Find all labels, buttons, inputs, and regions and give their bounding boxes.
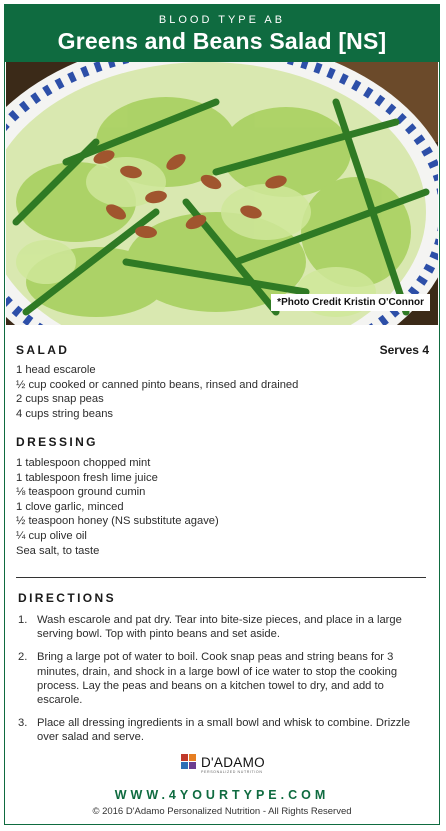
recipe-title: Greens and Beans Salad [NS]: [57, 28, 387, 54]
salad-heading: SALAD: [16, 343, 70, 357]
dressing-heading: DRESSING: [16, 435, 98, 449]
ingredient-item: 2 cups snap peas: [16, 393, 104, 406]
logo-mark-icon: [181, 754, 197, 770]
ingredient-item: ½ teaspoon honey (NS substitute agave): [16, 515, 219, 528]
ingredient-item: 1 tablespoon fresh lime juice: [16, 471, 158, 484]
step-number: 1.: [18, 614, 28, 626]
ingredient-item: 4 cups string beans: [16, 407, 114, 420]
ingredient-item: ¼ cup olive oil: [16, 529, 87, 542]
dadamo-logo: [181, 754, 271, 776]
direction-step: [16, 613, 426, 641]
section-divider: [16, 577, 426, 578]
directions-heading: DIRECTIONS: [18, 591, 117, 605]
salad-ingredients: [16, 363, 298, 421]
ingredient-item: 1 head escarole: [16, 364, 96, 376]
serves-label: Serves 4: [379, 343, 429, 357]
direction-step: [16, 716, 426, 744]
logo-name: D'ADAMO: [201, 755, 265, 770]
salad-photo-illustration: [6, 62, 438, 325]
step-text: Bring a large pot of water to boil. Cook snap peas and string beans for 3 minutes, drain, and shock in a large bowl of ice water to stop the cooking process. Lay the peas and beans on a kitchen towel to dry, and add to escarole.: [37, 651, 398, 707]
logo-tagline: PERSONALIZED NUTRITION: [201, 770, 263, 774]
ingredient-item: ½ cup cooked or canned pinto beans, rinsed and drained: [16, 378, 299, 391]
copyright-notice: © 2016 D'Adamo Personalized Nutrition - All Rights Reserved: [92, 806, 352, 817]
ingredient-item: Sea salt, to taste: [16, 544, 100, 557]
step-number: 2.: [18, 651, 28, 664]
blood-type-label: BLOOD TYPE AB: [158, 14, 286, 26]
recipe-header: [5, 5, 439, 62]
recipe-card: [4, 4, 440, 825]
website-link[interactable]: WWW.4YOURTYPE.COM: [114, 788, 330, 802]
photo-credit: *Photo Credit Kristin O'Connor: [271, 294, 430, 311]
directions-list: [16, 613, 426, 754]
ingredient-item: 1 tablespoon chopped mint: [16, 457, 151, 469]
dressing-ingredients: [16, 456, 219, 558]
ingredient-item: ⅛ teaspoon ground cumin: [16, 486, 146, 499]
step-number: 3.: [18, 717, 28, 730]
recipe-photo: [6, 62, 438, 325]
direction-step: [16, 650, 426, 707]
step-text: Place all dressing ingredients in a small bowl and whisk to combine. Drizzle over salad and serve.: [37, 717, 411, 744]
ingredient-item: 1 clove garlic, minced: [16, 500, 124, 513]
step-text: Wash escarole and pat dry. Tear into bite-size pieces, and place in a large serving bowl. Top with pinto beans and set aside.: [37, 614, 402, 641]
